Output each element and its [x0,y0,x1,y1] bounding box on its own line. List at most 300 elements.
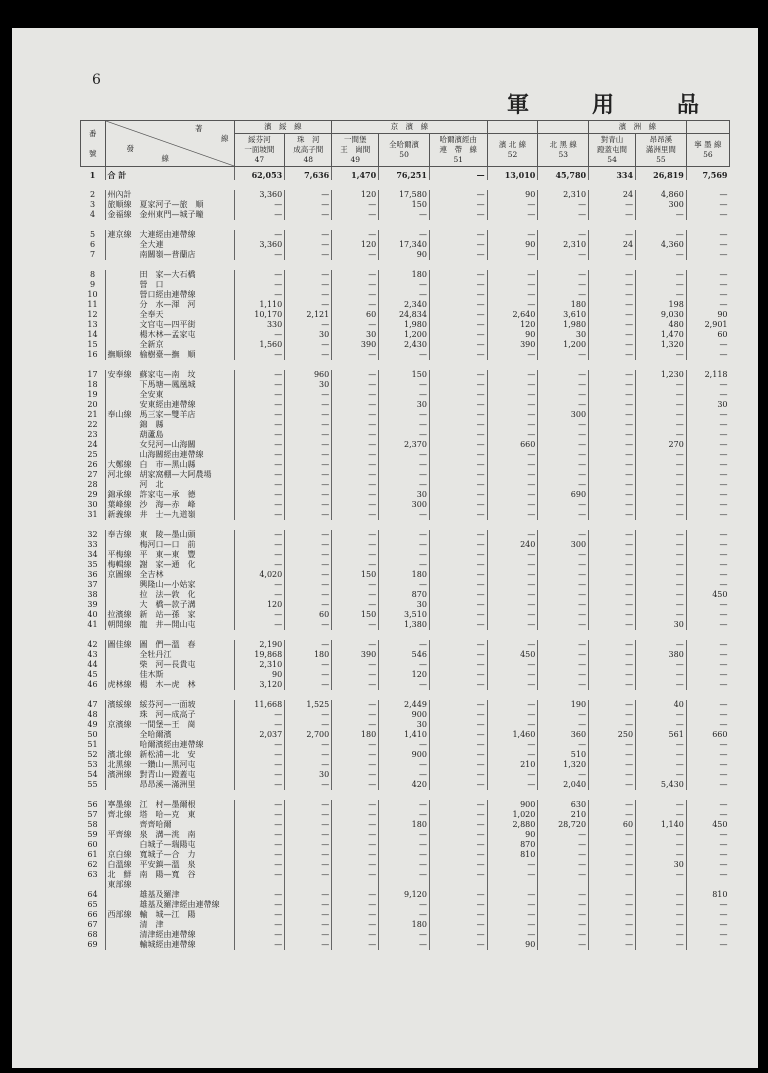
data-cell: — [538,720,589,730]
data-cell: — [487,270,538,280]
data-cell: — [285,820,332,830]
data-cell: — [332,780,379,790]
data-cell: — [538,510,589,520]
data-cell: — [285,410,332,420]
row-number: 1 [89,170,96,180]
data-cell: — [487,720,538,730]
data-cell: 1,460 [487,730,538,740]
data-cell: 510 [538,750,589,760]
data-cell: — [379,560,430,570]
data-cell: — [686,290,729,300]
data-cell: — [686,420,729,430]
row-number: 3 [89,200,96,209]
data-cell: — [285,940,332,950]
line-name [105,740,138,750]
section-name: 分 水—渾 河 [139,300,196,309]
data-cell: 3,360 [234,240,285,250]
data-cell: 60 [285,610,332,620]
data-cell: — [234,580,285,590]
section-name: 昂昂溪—滿洲里 [139,780,196,789]
data-cell: — [589,410,636,420]
data-cell: — [285,930,332,940]
data-cell: — [285,340,332,350]
data-cell: 2,700 [285,730,332,740]
section-name: 許家屯—承 德 [139,490,196,499]
data-cell: — [686,930,729,940]
data-cell: 4,360 [636,240,687,250]
data-cell: 120 [379,670,430,680]
data-cell: — [332,830,379,840]
data-cell: — [285,280,332,290]
section-name: 文官屯—四平街 [139,320,196,329]
line-name [105,590,138,600]
data-cell: — [538,380,589,390]
row-number: 40 [87,610,98,619]
data-cell: — [379,380,430,390]
row-number: 22 [87,420,98,429]
data-cell: 90 [487,940,538,950]
data-cell: — [429,470,487,480]
data-cell: — [589,600,636,610]
data-cell: — [538,450,589,460]
section-name: 全安東 [139,390,164,399]
data-cell: — [429,800,487,810]
data-cell: — [332,510,379,520]
data-cell: 330 [234,320,285,330]
data-cell: — [589,700,636,710]
row-number: 67 [87,920,98,929]
data-cell: — [686,300,729,310]
table-row [81,250,730,260]
data-cell: — [332,530,379,540]
data-cell: 870 [379,590,430,600]
row-number: 2 [89,190,96,199]
data-cell: — [332,640,379,650]
data-cell: 2,880 [487,820,538,830]
data-cell: — [234,290,285,300]
data-cell: — [234,860,285,870]
data-cell: — [429,210,487,220]
row-number: 19 [87,390,98,399]
data-cell: — [429,290,487,300]
line-name [105,940,138,950]
data-cell: — [636,250,687,260]
data-cell: 3,510 [379,610,430,620]
table-row [81,760,730,770]
data-cell: — [589,680,636,690]
data-cell: — [332,390,379,400]
data-cell: — [686,600,729,610]
section-name: 對青山—蹬蓋屯 [139,770,196,779]
line-name: 奉山線 [105,410,138,420]
data-cell: — [332,400,379,410]
data-cell: — [636,900,687,910]
data-cell: — [379,230,430,240]
data-cell: — [636,610,687,620]
line-name: 濱洲線 [105,770,138,780]
data-cell: — [285,840,332,850]
column-name: 寧 墨 線 [694,140,722,149]
data-cell: — [589,430,636,440]
data-cell: 810 [487,850,538,860]
data-cell: — [429,660,487,670]
data-cell: 420 [379,780,430,790]
data-cell: — [332,470,379,480]
data-cell: 120 [332,190,379,200]
data-cell: — [589,870,636,890]
data-cell: — [686,240,729,250]
row-number: 33 [87,540,98,549]
data-cell: — [332,620,379,630]
row-number: 50 [87,730,98,739]
data-cell: — [686,450,729,460]
data-cell: — [686,760,729,770]
data-cell: — [332,900,379,910]
section-name: 全奉天 [139,310,164,319]
data-cell: — [538,440,589,450]
table-row [81,590,730,600]
data-cell: — [379,900,430,910]
data-cell: — [487,740,538,750]
line-name: 京圖線 [105,570,138,580]
row-number: 28 [87,480,98,489]
data-cell: — [429,310,487,320]
group-header [487,121,538,134]
row-number: 7 [89,250,96,259]
data-cell: — [487,640,538,650]
row-number: 11 [87,300,98,309]
data-cell: — [589,590,636,600]
data-cell: — [234,450,285,460]
data-cell: — [234,390,285,400]
section-name: 珠 河—成高子 [139,710,196,719]
table-row [81,240,730,250]
data-cell: — [429,450,487,460]
data-cell: — [429,230,487,240]
section-name: 大 橋—款子溝 [139,600,196,609]
data-cell: — [589,320,636,330]
data-cell: 2,449 [379,700,430,710]
data-cell: — [379,640,430,650]
row-number: 39 [87,600,98,609]
data-cell: 180 [379,920,430,930]
data-cell: — [234,810,285,820]
section-name: 錦 縣 [139,420,164,429]
data-cell: — [487,210,538,220]
data-cell: 180 [379,570,430,580]
data-cell: — [332,930,379,940]
line-name [105,890,138,900]
data-cell: — [285,400,332,410]
data-cell: — [487,780,538,790]
data-cell: — [234,230,285,240]
data-cell: — [429,740,487,750]
line-name [105,670,138,680]
data-cell: 90 [234,670,285,680]
data-cell: — [487,300,538,310]
data-cell: — [538,940,589,950]
data-cell: — [538,430,589,440]
line-name [105,480,138,490]
section-name: 雄基及羅津經由連帶線 [139,900,220,909]
data-cell: — [332,720,379,730]
data-cell: — [636,850,687,860]
row-number: 52 [87,750,98,759]
data-cell: — [332,500,379,510]
data-cell: — [285,540,332,550]
data-cell: — [234,820,285,830]
column-number: 51 [453,155,464,164]
data-cell: — [636,710,687,720]
data-cell: — [487,400,538,410]
data-cell: — [589,290,636,300]
data-cell: — [538,670,589,680]
data-cell: — [538,680,589,690]
row-number-header [81,121,106,167]
data-cell: — [285,190,332,200]
section-name: 沙 海—赤 峰 [139,500,196,509]
data-cell: — [332,890,379,900]
data-cell: — [636,350,687,360]
data-cell: — [487,530,538,540]
section-name: 謝 家—通 化 [139,560,196,569]
table-row [81,400,730,410]
data-cell: — [379,480,430,490]
data-cell: — [589,920,636,930]
data-cell: — [686,810,729,820]
data-cell: — [686,710,729,720]
data-cell: 1,470 [332,167,379,181]
data-cell: — [686,840,729,850]
row-number: 62 [87,860,98,869]
table-row [81,480,730,490]
data-cell: — [429,850,487,860]
data-cell: — [285,480,332,490]
data-cell: — [429,200,487,210]
section-name: 楊木林—孟家屯 [139,330,196,339]
data-cell: — [589,480,636,490]
data-cell: — [429,730,487,740]
data-cell: — [285,870,332,890]
data-cell: — [429,190,487,200]
data-cell: — [686,230,729,240]
data-cell: 198 [636,300,687,310]
data-cell: — [589,660,636,670]
data-cell: — [234,870,285,890]
data-cell: — [379,280,430,290]
data-cell: — [538,230,589,240]
data-cell: — [234,280,285,290]
data-cell: — [234,620,285,630]
row-number: 9 [89,280,96,289]
data-cell: — [379,470,430,480]
data-cell: — [686,580,729,590]
data-cell: — [636,500,687,510]
data-cell: — [487,680,538,690]
data-cell: — [332,460,379,470]
data-cell: — [487,860,538,870]
data-cell: — [429,940,487,950]
line-name [105,540,138,550]
data-cell: — [429,300,487,310]
data-cell: 30 [285,770,332,780]
row-number: 56 [87,800,98,809]
data-cell: 630 [538,800,589,810]
data-cell: — [332,580,379,590]
data-cell: — [332,870,379,890]
section-name: 興隆山—小姑家 [139,580,196,589]
data-cell: — [636,460,687,470]
data-cell: — [234,510,285,520]
data-cell: — [636,740,687,750]
data-cell: 30 [379,720,430,730]
line-name [105,340,138,350]
column-name: 全哈爾濱 [389,140,420,149]
data-cell: — [234,720,285,730]
data-cell: — [379,850,430,860]
data-cell: — [285,270,332,280]
line-name: 寧墨線 [105,800,138,810]
data-cell: — [636,450,687,460]
row-number: 61 [87,850,98,859]
data-cell: — [686,490,729,500]
line-name [105,270,138,280]
data-cell: — [636,400,687,410]
data-cell: — [379,870,430,890]
data-cell: 1,200 [538,340,589,350]
data-cell: — [332,550,379,560]
data-cell: — [589,250,636,260]
data-cell: — [332,250,379,260]
table-row [81,640,730,650]
data-cell: 90 [487,830,538,840]
section-name: 綏芬河—一面坡 [139,700,196,709]
data-cell: — [332,660,379,670]
data-cell: — [285,530,332,540]
data-cell: — [429,490,487,500]
data-cell: — [636,480,687,490]
data-cell: — [538,620,589,630]
data-cell: — [379,770,430,780]
section-name: 山海關經由連帶線 [139,450,204,459]
data-cell: — [686,750,729,760]
corner-line: 線 [221,133,229,143]
data-cell: — [332,540,379,550]
data-cell: 13,010 [487,167,538,181]
data-cell: — [234,250,285,260]
data-cell: — [379,410,430,420]
line-name: 撫順線 [105,350,138,360]
section-name: 泉 溝—洮 南 [139,830,196,839]
data-cell: — [487,450,538,460]
data-cell: 2,640 [487,310,538,320]
data-cell: — [538,710,589,720]
data-cell: — [487,670,538,680]
data-cell: 7,569 [686,167,729,181]
column-name: 哈爾濱經由 連 帶 線 [439,135,478,154]
data-cell: — [589,460,636,470]
data-cell: — [379,460,430,470]
data-cell: 561 [636,730,687,740]
data-cell: 30 [636,860,687,870]
line-name [105,310,138,320]
data-cell: — [332,280,379,290]
data-cell: — [429,380,487,390]
data-cell: — [285,550,332,560]
data-cell: — [234,800,285,810]
data-cell: — [285,570,332,580]
column-name: 一間堡 王 崗間 [340,135,371,154]
line-name: 北黑線 [105,760,138,770]
data-cell: — [234,760,285,770]
data-cell: — [332,210,379,220]
data-cell: — [429,930,487,940]
data-cell: 60 [332,310,379,320]
data-cell: — [285,430,332,440]
data-cell: — [487,750,538,760]
table-row [81,890,730,900]
data-cell: — [686,940,729,950]
table-row [81,550,730,560]
section-name: 輸城經由連帶線 [139,940,196,949]
row-number: 60 [87,840,98,849]
data-cell: — [332,760,379,770]
data-cell: — [636,940,687,950]
table-row [81,930,730,940]
data-cell: — [379,830,430,840]
data-cell: — [332,440,379,450]
data-cell: — [429,830,487,840]
data-cell: 660 [487,440,538,450]
data-cell: — [487,200,538,210]
data-cell: — [234,370,285,380]
data-cell: — [686,660,729,670]
data-cell: — [234,900,285,910]
data-cell: 2,040 [538,780,589,790]
row-number: 47 [87,700,98,709]
line-name [105,710,138,720]
corner-origin: 發 [126,143,134,153]
data-cell: — [538,420,589,430]
data-cell: — [589,760,636,770]
data-cell: — [429,280,487,290]
data-cell: — [429,167,487,181]
data-cell: — [234,830,285,840]
line-name [105,250,138,260]
data-cell: — [589,400,636,410]
data-cell: — [538,610,589,620]
column-header [285,134,332,167]
section-name: 清 津 [139,920,164,929]
table-row [81,310,730,320]
table-row [81,210,730,220]
row-number: 24 [87,440,98,449]
data-cell: — [332,300,379,310]
data-cell: — [487,290,538,300]
data-cell: 2,121 [285,310,332,320]
data-cell: — [589,530,636,540]
section-name: 安東經由連帶線 [139,400,196,409]
data-cell: — [285,780,332,790]
section-name: 女兒河—山海關 [139,440,196,449]
data-cell: — [636,290,687,300]
data-cell: — [686,560,729,570]
data-cell: — [379,540,430,550]
line-name [105,900,138,910]
data-cell: — [332,810,379,820]
data-cell: — [589,940,636,950]
data-cell: — [686,430,729,440]
